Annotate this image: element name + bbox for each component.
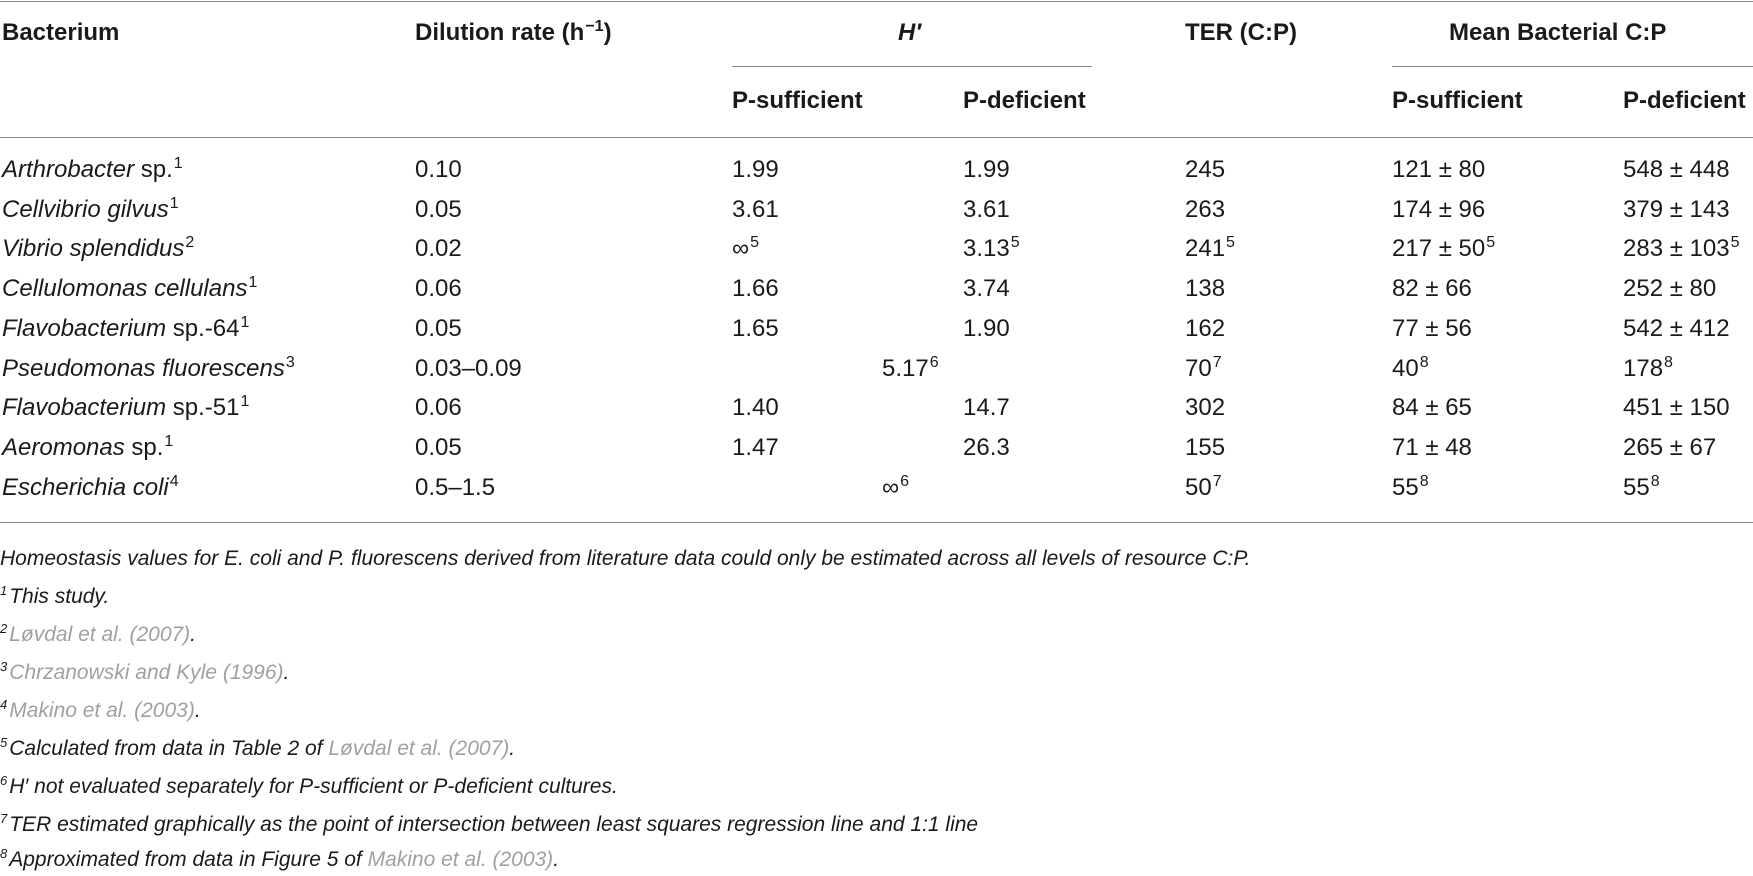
cell-dilution (415, 195, 462, 225)
footnote-4 (0, 697, 201, 727)
cell-h-p-deficient-value: 3.61 (963, 196, 1010, 223)
cell-cp-p-sufficient (1392, 234, 1495, 267)
cell-cp-p-deficient-value: 451 ± 150 (1623, 394, 1730, 421)
footnote-5 (0, 735, 515, 765)
cell-bacterium (2, 155, 183, 188)
cell-cp-p-sufficient (1392, 155, 1485, 185)
cell-bacterium (2, 274, 257, 307)
bacterium-source-note: 2 (185, 234, 195, 251)
cell-ter-value: 302 (1185, 394, 1226, 421)
cell-h-p-deficient (963, 155, 1010, 185)
bacterium-source-note: 1 (248, 274, 258, 291)
cell-bacterium (2, 234, 194, 267)
bacterium-source-note: 1 (240, 393, 250, 410)
cell-dilution-value: 0.5–1.5 (415, 474, 496, 501)
footnote-1-text: This study. (9, 585, 110, 608)
cell-bacterium (2, 473, 179, 506)
bacterium-source-note: 1 (173, 155, 183, 172)
cell-dilution-value: 0.06 (415, 275, 462, 302)
cell-h-p-deficient-value: 1.99 (963, 156, 1010, 183)
cell-ter (1185, 354, 1222, 387)
header-h-p-deficient: P-deficient (963, 87, 1086, 114)
bacterium-name: Arthrobacter (2, 156, 135, 183)
cell-h-p-sufficient (732, 393, 779, 423)
cell-h-p-sufficient (732, 433, 779, 463)
header-dilution-rate-exp: −1 (585, 18, 604, 35)
cell-h-prime-combined (882, 473, 909, 506)
cell-h-p-sufficient-value: 1.65 (732, 315, 779, 342)
cell-h-p-sufficient (732, 155, 779, 185)
footnote-2 (0, 621, 196, 651)
cell-h-prime-combined-note: 6 (900, 473, 910, 490)
cell-dilution (415, 234, 462, 264)
cell-h-p-sufficient (732, 314, 779, 344)
cell-cp-p-deficient (1623, 354, 1673, 387)
cell-dilution (415, 274, 462, 304)
cell-dilution-value: 0.05 (415, 196, 462, 223)
cell-h-p-sufficient-note: 5 (750, 234, 760, 251)
bacterium-name: Pseudomonas fluorescens (2, 355, 285, 382)
cell-cp-p-deficient-note: 8 (1664, 354, 1673, 371)
cell-h-p-sufficient (732, 274, 779, 304)
cell-cp-p-deficient (1623, 234, 1740, 267)
cell-dilution-value: 0.05 (415, 434, 462, 461)
cell-cp-p-sufficient-value: 55 (1392, 474, 1419, 501)
cell-ter (1185, 155, 1225, 185)
cell-h-p-deficient-value: 14.7 (963, 394, 1010, 421)
cell-ter-value: 162 (1185, 315, 1226, 342)
cell-cp-p-deficient-value: 178 (1623, 355, 1664, 382)
header-h-p-sufficient: P-sufficient (732, 87, 863, 114)
cell-h-p-deficient (963, 274, 1010, 304)
cell-ter-note: 7 (1212, 473, 1222, 490)
cell-cp-p-deficient (1623, 274, 1716, 304)
cell-ter-value: 263 (1185, 196, 1226, 223)
cell-h-p-sufficient-value: 1.40 (732, 394, 779, 421)
cell-cp-p-deficient-value: 548 ± 448 (1623, 156, 1730, 183)
cell-h-p-sufficient-value: 1.66 (732, 275, 779, 302)
bacterium-source-note: 3 (285, 354, 295, 371)
footnote-3-ref-link[interactable]: Chrzanowski and Kyle (1996) (9, 661, 284, 684)
cell-cp-p-sufficient (1392, 274, 1472, 304)
cell-h-prime-combined (882, 354, 939, 387)
cell-cp-p-sufficient (1392, 433, 1472, 463)
cell-h-p-deficient-value: 26.3 (963, 434, 1010, 461)
mean-cp-span-rule (1392, 66, 1753, 67)
cell-bacterium (2, 354, 295, 387)
footnote-8-mark: 8 (0, 846, 8, 861)
header-mean-cp: Mean Bacterial C:P (1449, 19, 1667, 46)
bacterium-name: Escherichia coli (2, 474, 169, 501)
footnote-2-ref-link[interactable]: Løvdal et al. (2007) (9, 623, 191, 646)
bacterium-name: Flavobacterium (2, 315, 167, 342)
cell-cp-p-deficient-note: 5 (1730, 234, 1740, 251)
cell-cp-p-sufficient-value: 121 ± 80 (1392, 156, 1486, 183)
cell-cp-p-deficient-value: 379 ± 143 (1623, 196, 1730, 223)
cell-h-prime-combined-value: 5.17 (882, 355, 929, 382)
bacterium-source-note: 1 (164, 433, 174, 450)
cell-h-p-deficient-value: 3.74 (963, 275, 1010, 302)
cell-dilution (415, 314, 462, 344)
cell-cp-p-deficient-value: 265 ± 67 (1623, 434, 1717, 461)
footnote-2-mark: 2 (0, 621, 8, 636)
bacterium-suffix: sp.-64 (166, 315, 240, 342)
footnote-3-end: . (283, 661, 290, 684)
cell-dilution-value: 0.10 (415, 156, 462, 183)
cell-cp-p-sufficient-value: 77 ± 56 (1392, 315, 1472, 342)
top-rule (0, 1, 1753, 2)
cell-cp-p-deficient-value: 55 (1623, 474, 1650, 501)
cell-cp-p-sufficient-value: 174 ± 96 (1392, 196, 1486, 223)
bacterium-name: Flavobacterium (2, 394, 167, 421)
footnote-5-mark: 5 (0, 735, 8, 750)
cell-h-p-sufficient-value: 1.47 (732, 434, 779, 461)
cell-dilution (415, 393, 462, 423)
cell-h-prime-combined-value: ∞ (882, 474, 900, 501)
footnote-4-ref-link[interactable]: Makino et al. (2003) (9, 699, 195, 722)
footnote-3 (0, 659, 289, 689)
bacterium-suffix: sp.-51 (166, 394, 240, 421)
cell-ter-value: 155 (1185, 434, 1226, 461)
cell-bacterium (2, 393, 249, 426)
cell-h-p-deficient-value: 3.13 (963, 235, 1010, 262)
cell-cp-p-deficient-value: 252 ± 80 (1623, 275, 1717, 302)
cell-ter (1185, 473, 1222, 506)
cell-ter-value: 50 (1185, 474, 1212, 501)
cell-cp-p-deficient-value: 542 ± 412 (1623, 315, 1730, 342)
cell-cp-p-sufficient-value: 82 ± 66 (1392, 275, 1472, 302)
header-h-prime: H′ (898, 19, 922, 46)
bacterium-suffix: sp. (134, 156, 173, 183)
footnote-8-end: . (553, 848, 560, 871)
cell-cp-p-sufficient (1392, 393, 1472, 423)
footnote-7-mark: 7 (0, 811, 8, 826)
cell-dilution (415, 473, 495, 503)
cell-cp-p-sufficient-value: 217 ± 50 (1392, 235, 1486, 262)
cell-ter-value: 70 (1185, 355, 1212, 382)
cell-h-p-sufficient-value: 3.61 (732, 196, 779, 223)
cell-cp-p-sufficient (1392, 314, 1472, 344)
cell-ter-value: 245 (1185, 156, 1226, 183)
footnote-8-ref-link[interactable]: Makino et al. (2003) (367, 848, 554, 871)
footnote-5-end: . (509, 737, 516, 760)
cell-h-p-sufficient (732, 234, 759, 267)
bacterium-name: Vibrio splendidus (2, 235, 185, 262)
cell-ter-note: 5 (1226, 234, 1235, 251)
cell-h-p-sufficient (732, 195, 779, 225)
bacterium-name: Cellvibrio gilvus (2, 196, 169, 223)
cell-cp-p-deficient (1623, 393, 1730, 423)
bacterium-suffix: sp. (124, 434, 164, 461)
bacterium-source-note: 4 (169, 473, 179, 490)
bacterium-source-note: 1 (169, 195, 179, 212)
cell-cp-p-deficient-value: 283 ± 103 (1623, 235, 1730, 262)
header-dilution-rate-close: ) (603, 19, 612, 46)
footnote-1-mark: 1 (0, 583, 8, 598)
cell-ter (1185, 274, 1225, 304)
cell-dilution (415, 433, 462, 463)
header-dilution-rate-text: Dilution rate (h (415, 19, 585, 46)
cell-bacterium (2, 314, 249, 347)
cell-cp-p-deficient (1623, 155, 1730, 185)
header-bottom-rule (0, 137, 1753, 138)
footnote-1 (0, 583, 109, 613)
bacterium-name: Aeromonas (2, 434, 125, 461)
cell-h-p-deficient (963, 433, 1010, 463)
cell-ter (1185, 393, 1225, 423)
cell-cp-p-deficient (1623, 314, 1730, 344)
cell-ter-note: 7 (1212, 354, 1222, 371)
cell-ter (1185, 314, 1225, 344)
cell-h-p-deficient (963, 393, 1010, 423)
footnote-2-end: . (190, 623, 197, 646)
cell-h-p-deficient (963, 234, 1020, 267)
footnote-6 (0, 773, 618, 803)
footnote-5-ref-link[interactable]: Løvdal et al. (2007) (328, 737, 510, 760)
cell-cp-p-sufficient-value: 84 ± 65 (1392, 394, 1472, 421)
header-cp-p-deficient: P-deficient (1623, 87, 1746, 114)
footnote-3-mark: 3 (0, 659, 8, 674)
header-dilution-rate (415, 18, 612, 51)
body-bottom-rule (0, 522, 1753, 523)
footnote-8 (0, 846, 559, 876)
cell-dilution (415, 155, 462, 185)
footnote-6-text: H′ not evaluated separately for P-sufficient or P-deficient cultures. (9, 775, 618, 798)
cell-dilution (415, 354, 522, 384)
cell-cp-p-sufficient (1392, 354, 1429, 387)
cell-cp-p-deficient-note: 8 (1650, 473, 1660, 490)
cell-cp-p-sufficient-note: 8 (1419, 473, 1429, 490)
bacterium-source-note: 1 (240, 314, 250, 331)
footnote-7-text: TER estimated graphically as the point of intersection between least squares regression line and 1:1 line (9, 813, 979, 836)
cell-cp-p-deficient (1623, 195, 1730, 225)
cell-h-p-deficient-note: 5 (1010, 234, 1020, 251)
cell-ter-value: 138 (1185, 275, 1226, 302)
cell-ter (1185, 195, 1225, 225)
cell-cp-p-sufficient-note: 8 (1419, 354, 1429, 371)
cell-cp-p-sufficient-value: 40 (1392, 355, 1419, 382)
cell-dilution-value: 0.02 (415, 235, 462, 262)
cell-ter (1185, 234, 1235, 267)
cell-dilution-value: 0.05 (415, 315, 462, 342)
cell-h-prime-combined-note: 6 (929, 354, 939, 371)
cell-h-p-sufficient-value: ∞ (732, 235, 750, 262)
cell-cp-p-sufficient-value: 71 ± 48 (1392, 434, 1472, 461)
cell-dilution-value: 0.06 (415, 394, 462, 421)
footnote-4-mark: 4 (0, 697, 8, 712)
header-cp-p-sufficient: P-sufficient (1392, 87, 1523, 114)
cell-bacterium (2, 195, 179, 228)
cell-cp-p-sufficient (1392, 195, 1485, 225)
cell-h-p-sufficient-value: 1.99 (732, 156, 779, 183)
header-ter: TER (C:P) (1185, 19, 1297, 46)
footnote-caption: Homeostasis values for E. coli and P. fluorescens derived from literature data could only be estimated across all levels of resource C:P. (0, 547, 1251, 570)
footnote-7 (0, 811, 978, 841)
cell-h-p-deficient-value: 1.90 (963, 315, 1010, 342)
cell-ter-value: 241 (1185, 235, 1226, 262)
footnote-8-text: Approximated from data in Figure 5 of (9, 848, 368, 871)
cell-h-p-deficient (963, 314, 1010, 344)
cell-dilution-value: 0.03–0.09 (415, 355, 522, 382)
footnote-4-end: . (194, 699, 201, 722)
cell-ter (1185, 433, 1225, 463)
footnote-5-text: Calculated from data in Table 2 of (9, 737, 329, 760)
bacterium-name: Cellulomonas cellulans (2, 275, 248, 302)
header-bacterium: Bacterium (2, 19, 120, 46)
cell-cp-p-sufficient-note: 5 (1486, 234, 1496, 251)
cell-cp-p-sufficient (1392, 473, 1429, 506)
cell-cp-p-deficient (1623, 473, 1660, 506)
cell-bacterium (2, 433, 173, 466)
cell-h-p-deficient (963, 195, 1010, 225)
cell-cp-p-deficient (1623, 433, 1716, 463)
h-prime-span-rule (732, 66, 1092, 67)
footnote-6-mark: 6 (0, 773, 8, 788)
